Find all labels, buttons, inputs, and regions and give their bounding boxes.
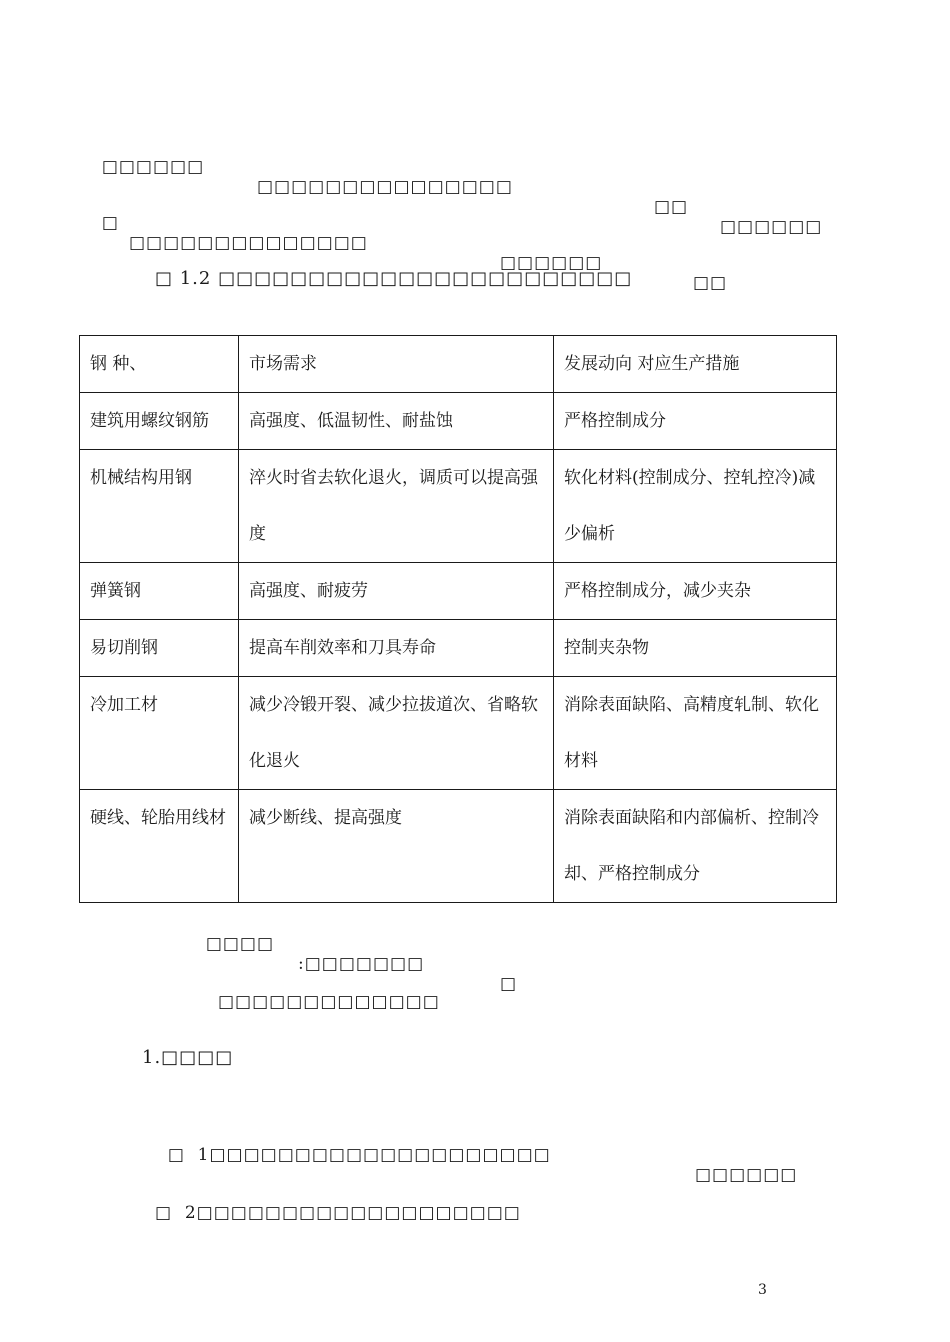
list-item-2: □ 2□□□□□□□□□□□□□□□□□□□	[155, 1203, 521, 1223]
table-cell	[239, 393, 554, 450]
cell-text: 软化材料(控制成分、控轧控冷)减少偏析	[564, 468, 816, 544]
table-row	[80, 563, 837, 620]
subsection-heading: 1.□□□□	[142, 1047, 234, 1068]
table-cell	[239, 677, 554, 790]
table-cell	[554, 790, 837, 903]
table-source-line	[193, 914, 518, 994]
header-cell	[80, 336, 239, 393]
table-cell	[80, 677, 239, 790]
cell-text: 淬火时省去软化退火，调质可以提高强度	[249, 468, 538, 544]
table-caption: □ 1.2 □□□□□□□□□□□□□□□□□□□□□□□	[155, 268, 633, 289]
table-row	[80, 450, 837, 563]
table-cell	[239, 790, 554, 903]
text-segment: □□□□□□□□□□□□□□	[129, 233, 368, 253]
cell-text: 机械结构用钢	[90, 468, 192, 488]
cell-text: 消除表面缺陷、高精度轧制、软化材料	[564, 695, 819, 771]
table-cell	[554, 563, 837, 620]
table-cell	[554, 450, 837, 563]
cell-text: 严格控制成分，减少夹杂	[564, 581, 751, 601]
table-cell	[554, 620, 837, 677]
source-label: □□□□	[205, 934, 275, 954]
table-cell	[239, 450, 554, 563]
text-segment: □□□□□□	[720, 217, 823, 237]
table-cell	[239, 620, 554, 677]
text-segment: □□□□□□	[101, 157, 205, 177]
page-number: 3	[758, 1282, 767, 1298]
text-segment: □□□□□□□□□□□□□□□	[257, 177, 513, 197]
header-market-demand: 市场需求	[249, 354, 317, 374]
table-cell	[554, 393, 837, 450]
text-segment: □□	[693, 273, 728, 293]
cell-text: 建筑用螺纹钢筋	[90, 411, 209, 431]
text-segment: □□	[654, 197, 689, 217]
table-cell	[239, 563, 554, 620]
table-row	[80, 620, 837, 677]
table-cell	[80, 790, 239, 903]
cell-text: 严格控制成分	[564, 411, 666, 431]
cell-text: 控制夹杂物	[564, 638, 649, 658]
table-cell	[554, 677, 837, 790]
section-heading: □□□□□□□□□□□□□	[218, 992, 440, 1012]
steel-demand-table	[79, 335, 837, 903]
cell-text: 高强度、低温韧性、耐盐蚀	[249, 411, 453, 431]
table-cell	[80, 393, 239, 450]
header-cell	[239, 336, 554, 393]
header-cell	[554, 336, 837, 393]
table-cell	[80, 620, 239, 677]
cell-text: 冷加工材	[90, 695, 158, 715]
table-cell	[80, 563, 239, 620]
cell-text: 硬线、轮胎用线材	[90, 808, 226, 828]
cell-text: 减少冷锻开裂、减少拉拔道次、省略软化退火	[249, 695, 538, 771]
text-segment: □□□□□□	[500, 253, 603, 273]
table-cell	[80, 450, 239, 563]
table-row	[80, 790, 837, 903]
cell-text: 易切削钢	[90, 638, 158, 658]
list-item-tail: □□□□□□	[695, 1165, 798, 1185]
table-row	[80, 677, 837, 790]
cell-text: 减少断线、提高强度	[249, 808, 402, 828]
text-segment: □	[101, 213, 119, 233]
header-steel-type: 钢 种、	[90, 354, 147, 374]
cell-text: 消除表面缺陷和内部偏析、控制冷却、严格控制成分	[564, 808, 819, 884]
source-end: □	[500, 974, 518, 994]
cell-text: 弹簧钢	[90, 581, 141, 601]
source-text: :□□□□□□□	[298, 954, 425, 974]
table-row	[80, 393, 837, 450]
cell-text: 高强度、耐疲劳	[249, 581, 368, 601]
table-header-row	[80, 336, 837, 393]
list-item-1	[155, 1125, 798, 1185]
list-item-text: □ 1□□□□□□□□□□□□□□□□□□□□	[167, 1145, 551, 1165]
header-trend-measures: 发展动向 对应生产措施	[564, 354, 740, 374]
cell-text: 提高车削效率和刀具寿命	[249, 638, 436, 658]
